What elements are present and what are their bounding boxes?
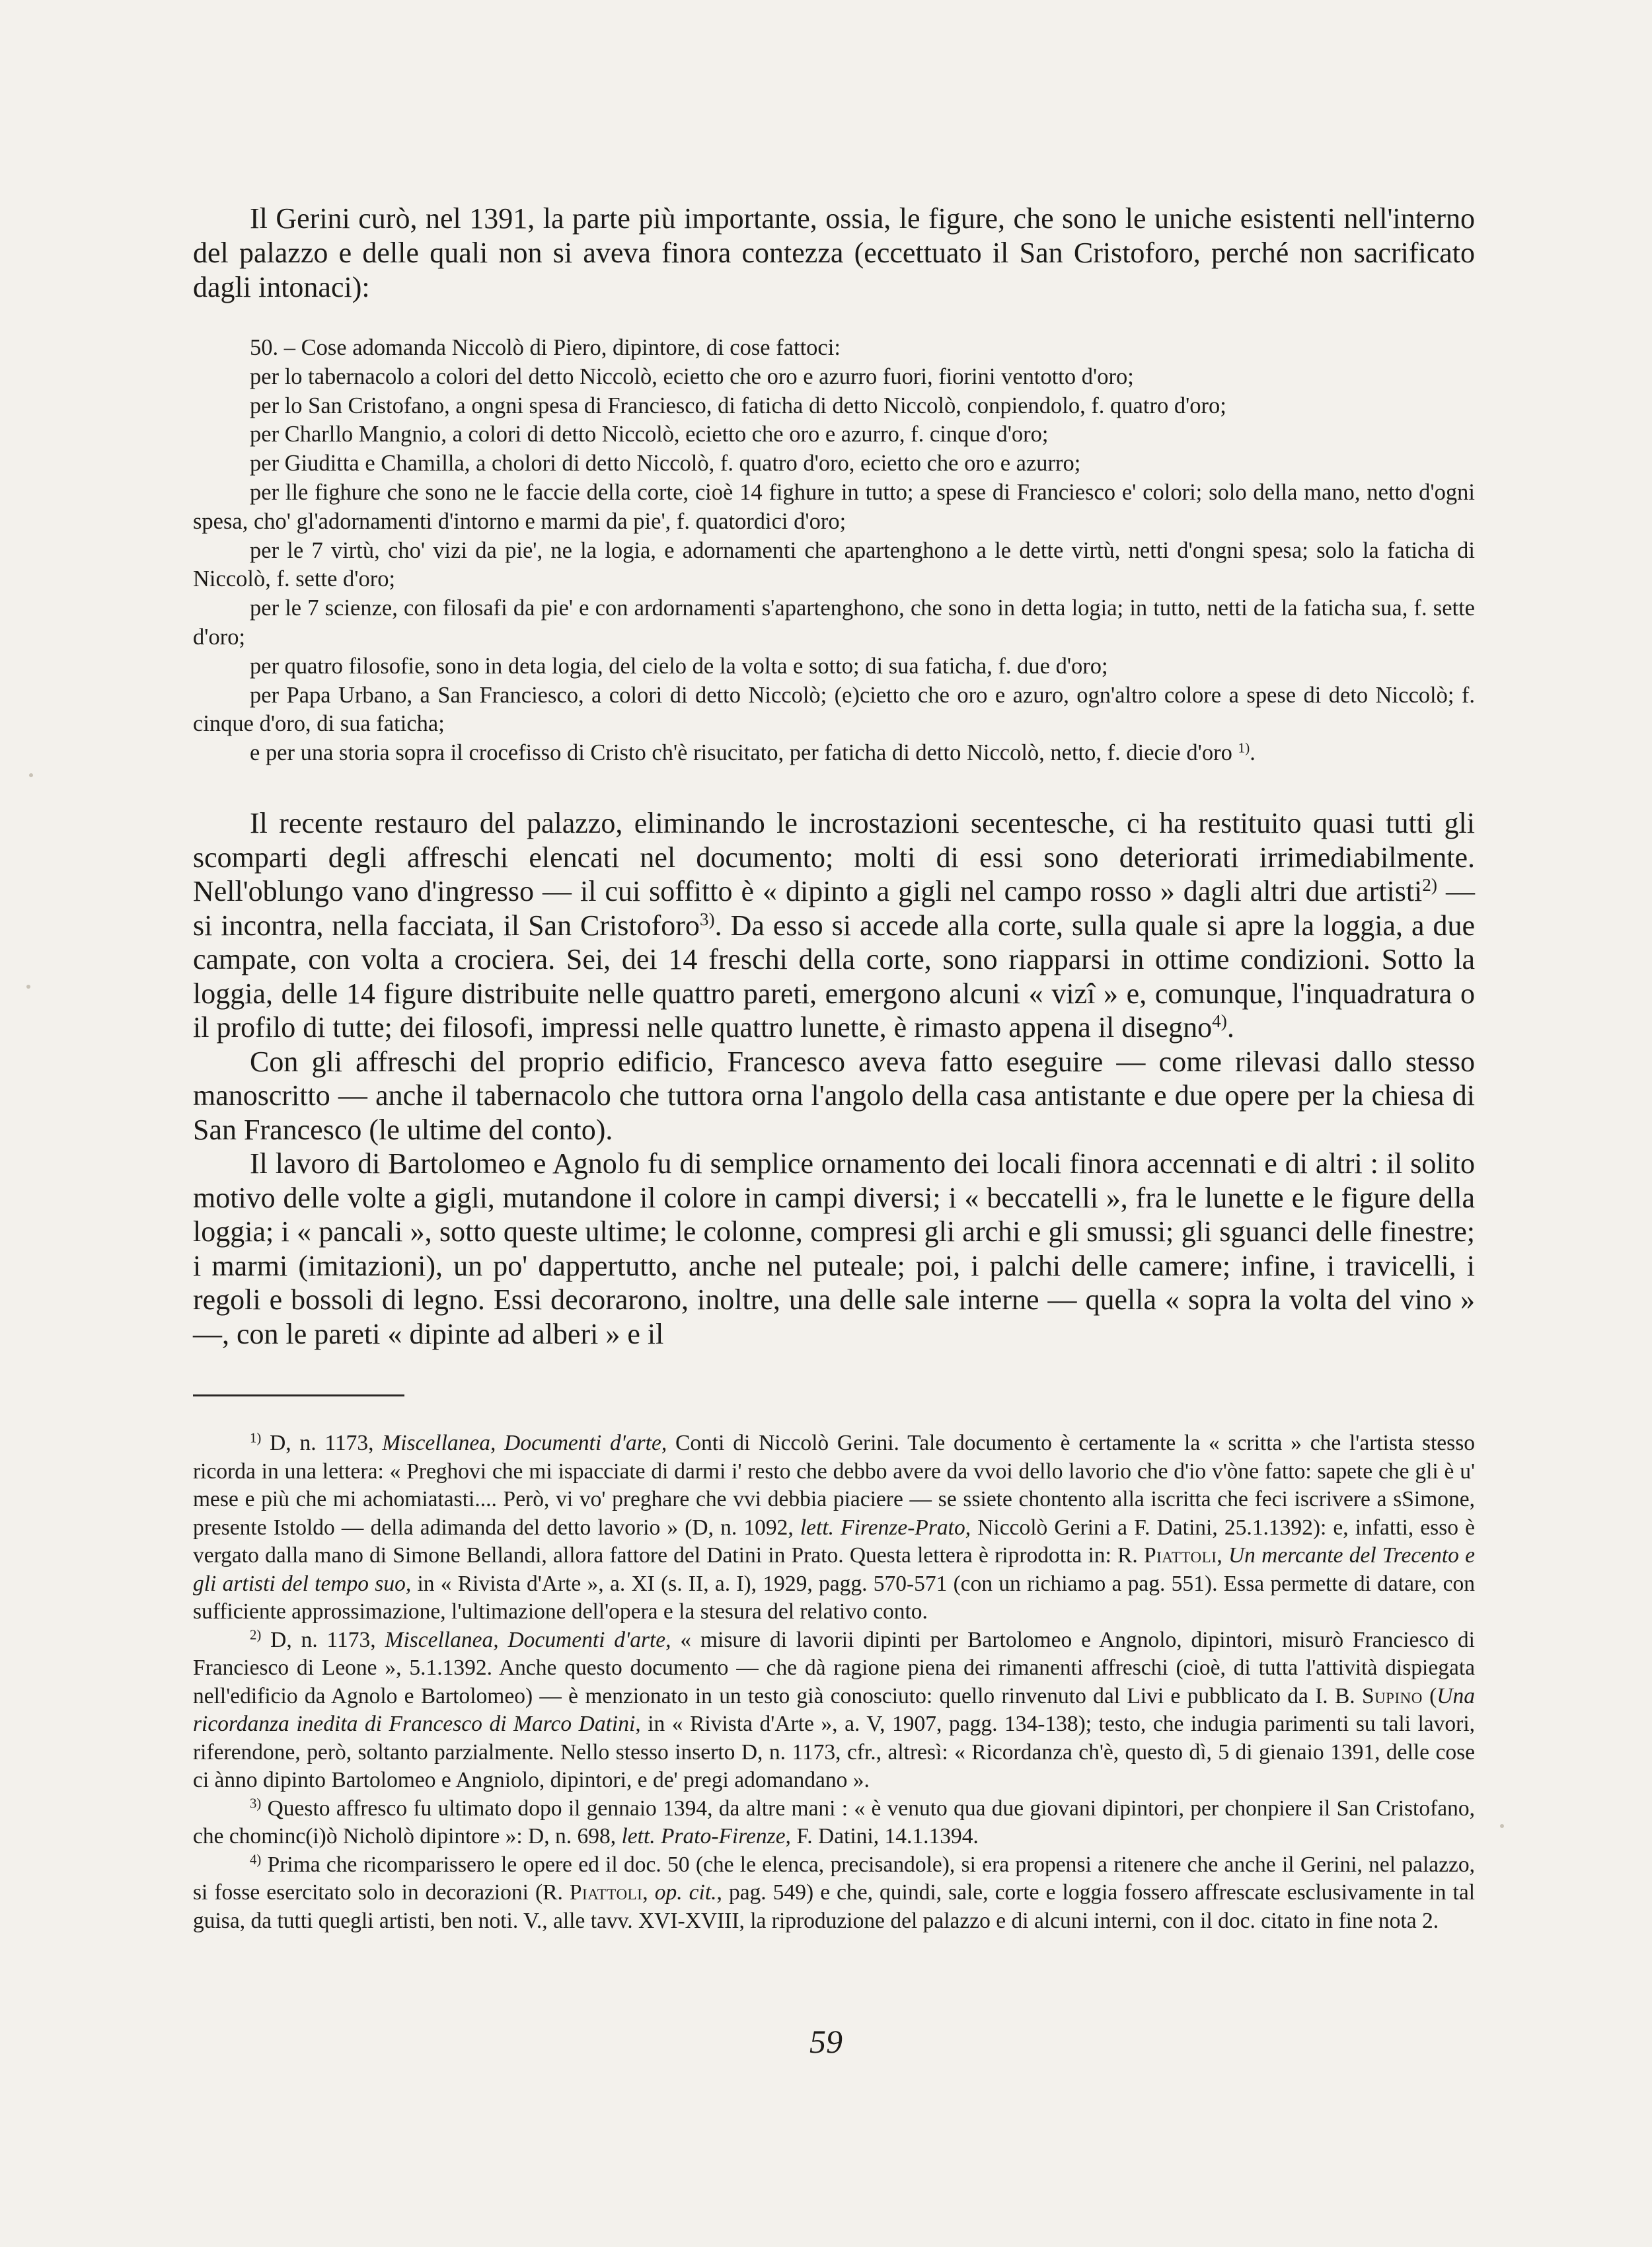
footnote-mark: 1) xyxy=(250,1430,262,1446)
body-text-run: Il recente restauro del palazzo, eliminando le incrostazioni secentesche, ci ha restituito quasi tutti gli scomparti degli affreschi elencati nel documento; molti di essi sono deteriorati irrimediabilmente. Nell'oblungo vano d'ingresso — il cui soffitto è « dipinto a gigli nel campo rosso » dagli altri due artisti xyxy=(193,807,1475,907)
document-line: per lo tabernacolo a colori del detto Niccolò, ecietto che oro e azurro fuori, fiorini ventotto d'oro; xyxy=(250,363,1134,389)
document-line: per quatro filosofie, sono in deta logia, del cielo de la volta e sotto; di sua faticha, f. due d'oro; xyxy=(250,653,1108,679)
footnote-2 xyxy=(193,1626,1475,1795)
footnote-text: , xyxy=(1217,1543,1228,1568)
footnote-text: Questo affresco fu ultimato dopo il gennaio 1394, da altre mani : « è venuto qua due giovani dipintori, per chonpiere il San Cristofano, che chominc(i)ò Nicholò dipintore »: D, n. 698, xyxy=(193,1796,1475,1848)
footnote-ref: 4) xyxy=(1212,1011,1227,1031)
footnote-ref: 1) xyxy=(1238,740,1250,756)
paper-speck xyxy=(29,773,33,777)
footnote-title: op. cit. xyxy=(654,1880,717,1905)
intro-paragraph xyxy=(193,202,1475,305)
footnote-text: ( xyxy=(1422,1683,1437,1708)
footnote-title: Miscellanea, Documenti d'arte, xyxy=(382,1431,667,1455)
intro-text: Il Gerini curò, nel 1391, la parte più importante, ossia, le figure, che sono le uniche esistenti nell'interno del palazzo e delle quali non si aveva finora contezza (eccettuato il San Cristoforo, perché non sacrificato dagli intonaci): xyxy=(193,202,1475,303)
footnote-title: Miscellanea, Documenti d'arte, xyxy=(385,1627,671,1652)
document-line-text: e per una storia sopra il crocefisso di Cristo ch'è risucitato, per faticha di detto Niccolò, netto, f. diecie d'oro xyxy=(250,740,1232,766)
footnote-separator xyxy=(193,1394,404,1396)
footnote-mark: 4) xyxy=(250,1852,262,1868)
document-line: per Papa Urbano, a San Franciesco, a colori di detto Niccolò; (e)cietto che oro e azuro, ogn'altro colore a spese di deto Niccolò; f. cinque d'oro, di sua faticha; xyxy=(193,682,1475,737)
footnote-1 xyxy=(193,1429,1475,1626)
footnote-title: Un mercante del Trecento e gli artisti del tempo suo, xyxy=(193,1543,1476,1596)
footnote-3 xyxy=(193,1795,1475,1851)
footnote-author: Supino xyxy=(1361,1683,1423,1708)
footnote-text: Conti di Niccolò Gerini. Tale documento è certamente la « scritta » che l'artista stesso ricorda in una lettera: « Preghovi che mi ispacciate di darmi i' resto che debbo avere da vvoi dello lavorio che d'io v'òne fatto: sapete che gli è u' mese e più che mi achomiatasti.... Però, vi vo' preghare che vvi debbia piaciere — se ssiete chontento alla iscritta che feci iscrivere a sSimone, presente Istoldo — della adimanda del detto lavorio » (D, n. 1092, xyxy=(193,1431,1476,1540)
body-paragraph xyxy=(193,806,1475,1045)
footnote-mark: 2) xyxy=(250,1627,262,1643)
footnote-mark: 3) xyxy=(250,1796,262,1811)
footnotes xyxy=(193,1429,1475,1935)
document-line: per lo San Cristofano, a ongni spesa di Franciesco, di faticha di detto Niccolò, conpiendolo, f. quatro d'oro; xyxy=(250,393,1226,418)
footnote-title: lett. Prato-Firenze, xyxy=(621,1824,791,1848)
paper-speck xyxy=(26,985,30,989)
footnote-author: Piattoli xyxy=(569,1880,643,1905)
footnote-text: , xyxy=(642,1880,655,1905)
footnote-ref: 2) xyxy=(1422,875,1438,895)
footnote-text: , pag. 549) e che, quindi, sale, corte e loggia fossero affrescate esclusivamente in tal guisa, da tutti quegli artisti, ben noti. V., alle tavv. XVI-XVIII, la riproduzione del palazzo e di alcuni interni, con il doc. citato in fine nota 2. xyxy=(193,1880,1475,1933)
footnote-author: Piattoli xyxy=(1144,1543,1217,1568)
footnote-text: D, n. 1173, xyxy=(261,1627,385,1652)
document-transcription xyxy=(193,334,1475,768)
footnote-text: Prima che ricomparissero le opere ed il doc. 50 (che le elenca, precisandole), si era propensi a ritenere che anche il Gerini, nel palazzo, si fosse esercitato solo in decorazioni (R. xyxy=(193,1852,1475,1905)
body-text xyxy=(193,806,1475,1351)
page-number: 59 xyxy=(809,2023,843,2060)
footnote-ref: 3) xyxy=(699,909,715,929)
footnote-text: D, n. 1173, xyxy=(261,1431,383,1455)
footnote-text: F. Datini, 14.1.1394. xyxy=(790,1824,979,1848)
body-paragraph: Con gli affreschi del proprio edificio, Francesco aveva fatto eseguire — come rilevasi dallo stesso manoscritto — anche il tabernacolo che tuttora orna l'angolo della casa antistante e due opere per la chiesa di San Francesco (le ultime del conto). xyxy=(193,1045,1475,1146)
footnote-text: « misure di lavorii dipinti per Bartolomeo e Angnolo, dipintori, misurò Franciesco di Franciesco di Leone », 5.1.1392. Anche questo documento — che dà ragione piena dei rimanenti affreschi (cioè, di tutta l'attività dispiegata nell'edificio da Agnolo e Bartolomeo) — è menzionato in un testo già conosciuto: quello rinvenuto dal Livi e pubblicato da I. B. xyxy=(193,1627,1475,1708)
body-text-run: . Da esso si accede alla corte, sulla quale si apre la loggia, a due campate, con volta a crociera. Sei, dei 14 freschi della corte, sono riapparsi in ottime condizioni. Sotto la loggia, delle 14 figure distribuite nelle quattro pareti, emergono alcuni « vizî » e, comunque, l'inquadratura o il profilo di tutte; dei filosofi, impressi nelle quattro lunette, è rimasto appena il disegno xyxy=(193,909,1475,1044)
body-text-run: — si incontra, nella facciata, il San Cristoforo xyxy=(193,875,1476,942)
document-line: per le 7 virtù, cho' vizi da pie', ne la logia, e adornamenti che apartenghono a le dette virtù, netti d'ongni spesa; solo la faticha di Niccolò, f. sette d'oro; xyxy=(193,537,1475,592)
footnote-title: Una ricordanza inedita di Francesco di Marco Datini, xyxy=(193,1683,1475,1736)
document-line: per Charllo Mangnio, a colori di detto Niccolò, ecietto che oro e azurro, f. cinque d'oro; xyxy=(250,422,1049,447)
document-line: per lle fighure che sono ne le faccie della corte, cioè 14 fighure in tutto; a spese di Franciesco e' colori; solo della mano, netto d'ogni spesa, cho' gl'adornamenti d'intorno e marmi da pie', f. quatordici d'oro; xyxy=(193,479,1475,534)
body-text-run: . xyxy=(1226,1011,1234,1044)
footnote-text: in « Rivista d'Arte », a. XI (s. II, a. I), 1929, pagg. 570-571 (con un richiamo a pag. 551). Essa permette di datare, con sufficiente approssimazione, l'ultimazione dell'opera e la stesura del relativo conto. xyxy=(193,1571,1475,1624)
document-line: per Giuditta e Chamilla, a cholori di detto Niccolò, f. quatro d'oro, ecietto che oro e azurro; xyxy=(250,451,1081,476)
paper-speck xyxy=(1500,1824,1504,1828)
document-line: per le 7 scienze, con filosafi da pie' e con ardornamenti s'apartenghono, che sono in detta logia; in tutto, netti de la faticha sua, f. sette d'oro; xyxy=(193,595,1475,650)
footnote-text: Niccolò Gerini a F. Datini, 25.1.1392): e, infatti, esso è vergato dalla mano di Simone Bellandi, allora fattore del Datini in Prato. Questa lettera è riprodotta in: R. xyxy=(193,1515,1476,1568)
body-paragraph: Il lavoro di Bartolomeo e Agnolo fu di semplice ornamento dei locali finora accennati e di altri : il solito motivo delle volte a gigli, mutandone il colore in campi diversi; i « beccatelli », fra le lunette e le figure della loggia; i « pancali », sotto queste ultime; le colonne, compresi gli archi e gli smussi; gli sguanci delle finestre; i marmi (imitazioni), un po' dappertutto, anche nel puteale; poi, i palchi delle camere; infine, i travicelli, i regoli e bossoli di legno. Essi decorarono, inoltre, una delle sale interne — quella « sopra la volta del vino » —, con le pareti « dipinte ad alberi » e il xyxy=(193,1147,1475,1350)
footnote-text: in « Rivista d'Arte », a. V, 1907, pagg. 134-138); testo, che indugia parimenti su tali lavori, riferendone, però, soltanto parzialmente. Nello stesso inserto D, n. 1173, cfr., altresì: « Ricordanza ch'è, questo dì, 5 di gienaio 1391, delle cose ci ànno dipinto Bartolomeo e Angniolo, dipintori, e de' pregi adomandano ». xyxy=(193,1712,1475,1792)
document-heading: 50. – Cose adomanda Niccolò di Piero, dipintore, di cose fattoci: xyxy=(250,335,841,360)
document-line-last: e per una storia sopra il crocefisso di Cristo ch'è risucitato, per faticha di detto Niccolò, netto, f. diecie d'oro $^{1)}$. xyxy=(250,740,1256,766)
footnote-4 xyxy=(193,1851,1475,1936)
footnote-title: lett. Firenze-Prato, xyxy=(800,1515,971,1540)
